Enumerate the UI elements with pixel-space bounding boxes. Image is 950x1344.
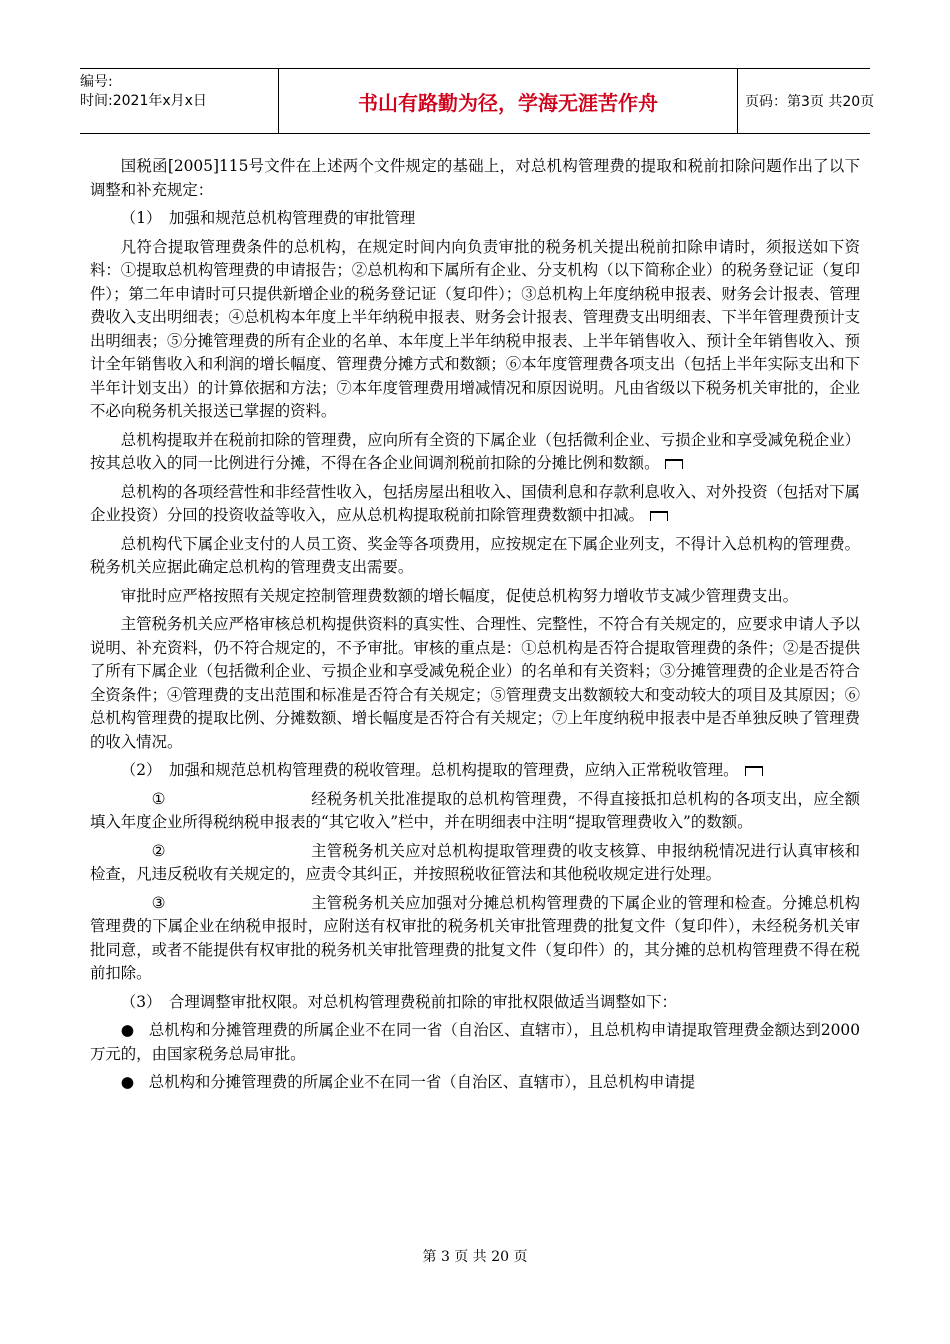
- header-meta: [80, 69, 278, 137]
- item-number-3: ③: [151, 893, 166, 912]
- item-number-2: ②: [151, 841, 166, 860]
- bullet-item-1-text: 总机构和分摊管理费的所属企业不在同一省（自治区、直辖市），且总机构申请提取管理费金额达到2000万元的，由国家税务总局审批。: [90, 1021, 860, 1063]
- section-heading-1: （1） 加强和规范总机构管理费的审批管理: [120, 209, 416, 227]
- bullet-item-1: [90, 1019, 860, 1066]
- paragraph-allocation-text: 总机构提取并在税前扣除的管理费，应向所有全资的下属企业（包括微利企业、亏损企业和享受减免税企业）按其总收入的同一比例进行分摊，不得在各企业间调剂税前扣除的分摊比例和数额。: [90, 430, 860, 472]
- section-heading-3: （3） 合理调整审批权限。对总机构管理费税前扣除的审批权限做适当调整如下：: [120, 992, 677, 1011]
- item-1-text: 经税务机关批准提取的总机构管理费，不得直接抵扣总机构的各项支出，应全额填入年度企业所得税纳税申报表的“其它收入”栏中，并在明细表中注明“提取管理费收入”的数额。: [90, 789, 860, 831]
- bullet-icon: ●: [120, 1021, 135, 1039]
- paragraph-wages: 总机构代下属企业支付的人员工资、奖金等各项费用，应按规定在下属企业列支，不得计入总机构的管理费。税务机关应据此确定总机构的管理费支出需要。: [90, 534, 860, 576]
- item-1: [90, 788, 860, 835]
- edit-mark-icon: [650, 511, 668, 521]
- item-3: [90, 892, 860, 986]
- item-3-text: 主管税务机关应加强对分摊总机构管理费的下属企业的管理和检查。分摊总机构管理费的下属企业在纳税申报时，应附送有权审批的税务机关审批管理费的批复文件（复印件），未经税务机关审批同意，或者不能提供有权审批的税务机关审批管理费的批复文件（复印件）的，其分摊的总机构管理费不得在税前扣除。: [90, 893, 860, 982]
- bullet-item-2: [90, 1071, 860, 1095]
- item-2-text: 主管税务机关应对总机构提取管理费的收支核算、申报纳税情况进行认真审核和检查，凡违反税收有关规定的，应责令其纠正，并按照税收征管法和其他税收规定进行处理。: [90, 841, 860, 883]
- section-heading-2: [90, 759, 860, 783]
- item-number-1: ①: [151, 789, 166, 808]
- paragraph-intro: 国税函[2005]115号文件在上述两个文件规定的基础上，对总机构管理费的提取和税前扣除问题作出了以下调整和补充规定：: [90, 157, 860, 199]
- page-header: [80, 68, 875, 134]
- page-footer: 第 3 页 共 20 页: [422, 1249, 528, 1265]
- paragraph-income-text: 总机构的各项经营性和非经营性收入，包括房屋出租收入、国债利息和存款利息收入、对外投资（包括对下属企业投资）分回的投资收益等收入，应从总机构提取税前扣除管理费数额中扣减。: [90, 482, 860, 524]
- bullet-item-2-text: 总机构和分摊管理费的所属企业不在同一省（自治区、直辖市），且总机构申请提: [148, 1073, 696, 1091]
- header-motto: 书山有路勤为径，学海无涯苦作舟: [358, 90, 658, 115]
- header-page-info: 页码：第3页 共20页: [745, 94, 875, 110]
- item-2: [90, 840, 860, 887]
- section-heading-2-text: （2） 加强和规范总机构管理费的税收管理。总机构提取的管理费，应纳入正常税收管理。: [120, 761, 739, 779]
- edit-mark-icon: [665, 459, 683, 469]
- doc-date-label: 时间:2021年x月x日: [80, 93, 207, 109]
- edit-mark-icon: [745, 766, 763, 776]
- document-body: [90, 155, 860, 1100]
- paragraph-growth: 审批时应严格按照有关规定控制管理费数额的增长幅度，促使总机构努力增收节支减少管理费支出。: [120, 586, 798, 605]
- doc-number-label: 编号:: [80, 74, 113, 90]
- bullet-icon: ●: [120, 1073, 135, 1091]
- header-motto-cell: [278, 69, 738, 133]
- paragraph-income-deduction: [90, 481, 860, 528]
- paragraph-allocation: [90, 429, 860, 476]
- paragraph-materials: 凡符合提取管理费条件的总机构，在规定时间内向负责审批的税务机关提出税前扣除申请时，须报送如下资料：①提取总机构管理费的申请报告；②总机构和下属所有企业、分支机构（以下简称企业）的税务登记证（复印件）；第二年申请时可只提供新增企业的税务登记证（复印件）；③总机构上年度纳税申报表、财务会计报表、管理费收入支出明细表；④总机构本年度上半年纳税申报表、财务会计报表、管理费支出明细表、下半年管理费预计支出明细表；⑤分摊管理费的所有企业的名单、本年度上半年纳税申报表、上半年销售收入、预计全年销售收入、预计全年销售收入和利润的增长幅度、管理费分摊方式和数额；⑥本年度管理费各项支出（包括上半年实际支出和下半年计划支出）的计算依据和方法；⑦本年度管理费用增减情况和原因说明。凡由省级以下税务机关审批的，企业不必向税务机关报送已掌握的资料。: [90, 237, 860, 420]
- paragraph-review: 主管税务机关应严格审核总机构提供资料的真实性、合理性、完整性，不符合有关规定的，应要求申请人予以说明、补充资料，仍不符合规定的，不予审批。审核的重点是：①总机构是否符合提取管理费的条件；②是否提供了所有下属企业（包括微利企业、亏损企业和享受减免税企业）的名单和有关资料；③分摊管理费的企业是否符合全资条件；④管理费的支出范围和标准是否符合有关规定；⑤管理费支出数额较大和变动较大的项目及其原因；⑥总机构管理费的提取比例、分摊数额、增长幅度是否符合有关规定；⑦上年度纳税申报表中是否单独反映了管理费的收入情况。: [90, 615, 860, 751]
